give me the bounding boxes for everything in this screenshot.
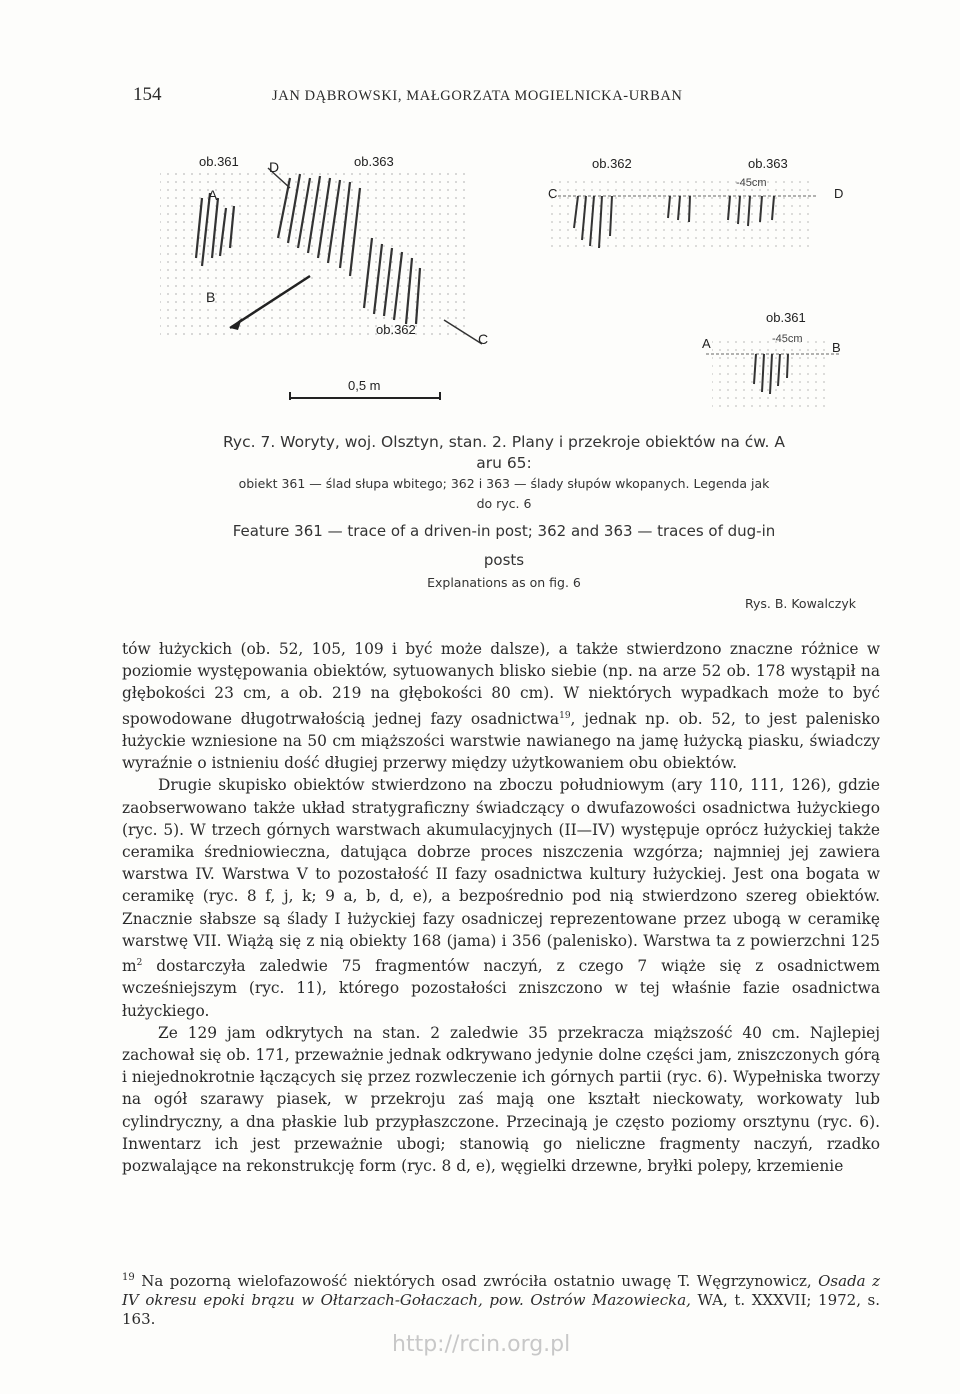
- paragraph-1: [122, 638, 880, 774]
- running-head: JAN DĄBROWSKI, MAŁGORZATA MOGIELNICKA-URBAN: [272, 88, 683, 104]
- figure-caption: [152, 432, 856, 615]
- paragraph-2: [122, 774, 880, 1021]
- plan-label-ob362: ob.362: [376, 322, 416, 337]
- footnote-mark: 19: [122, 1272, 135, 1283]
- section-label-c: C: [548, 186, 558, 201]
- footnote-text-b: WA, t. XXXVII; 1972, s. 163.: [122, 1291, 880, 1328]
- footnote-text-a: Na pozorną wielofazowość niektórych osad zwróciła ostatnio uwagę T. Węgrzynowicz,: [134, 1272, 819, 1290]
- paragraph-1-end: , jednak np. ob. 52, to jest palenisko łużyckie wzniesione na 50 cm miąższości warstwie nawianego na jamę łużycką piasku, świadczy wyraźnie o istnieniu dość długiej przerwy między użytkowaniem obu obiektów.: [122, 709, 880, 773]
- section-label-b: B: [832, 340, 841, 355]
- paragraph-2-end: dostarczyła zaledwie 75 fragmentów naczyń, z czego 7 wiąże się z osadnictwem wcześniejszym (ryc. 11), którego pozostałości zniszczono w tej właśnie fazie osadnictwa łużyckiego.: [122, 957, 880, 1020]
- footnote-title: Osada z IV okresu epoki brązu w Ołtarzach-Gołaczach, pow. Ostrów Mazowiecka,: [122, 1272, 880, 1309]
- caption-line-2: aru 65:: [476, 454, 532, 472]
- figure-credit: Rys. B. Kowalczyk: [744, 596, 856, 611]
- plan-label-ob361: ob.361: [199, 154, 239, 169]
- paragraph-2-text: Drugie skupisko obiektów stwierdzono na zboczu południowym (ary 110, 111, 126), gdzie zaobserwowano także układ stratygraficzny świadczący o dwufazowości osadnictwa łużyckiego (ryc. 5). W trzech górnych warstwach akumulacyjnych (II—IV) występuje oprócz łużyckiej także ceramika średniowieczna, datująca dobrze proces niszczenia wzgórza; najmniej jej zawiera warstwa IV. Warstwa V to pozostałość II fazy osadnictwa kultury łużyckiej. Jest ona bogata w ceramikę (ryc. 8 f, j, k; 9 a, b, d, e), a bezpośrednio pod nią stwierdzono szereg obiektów. Znacznie słabsze są ślady I łużyckiej fazy osadniczej reprezentowane przez ubogą w ceramikę warstwę VII. Wiążą się z nią obiekty 168 (jama) i 356 (palenisko). Warstwa ta z powierzchni 125 m: [122, 776, 880, 976]
- plan-label-ob363: ob.363: [354, 154, 394, 169]
- paragraph-1-text: tów łużyckich (ob. 52, 105, 109 i być może dalsze), a także stwierdzono znaczne różnice w poziomie występowania obiektów, sytuowanych blisko siebie (np. na arze 52 ob. 178 wystąpił na głębokości 23 cm, a ob. 219 na głębokości 80 cm). W niektórych wypadkach może to być spowodowane długotrwałością jednej fazy osadnictwa: [122, 640, 880, 728]
- plan-label-c: C: [478, 331, 489, 347]
- section-drawing: [548, 156, 843, 410]
- section-depth-363: -45cm: [736, 177, 767, 189]
- scale-label: 0,5 m: [348, 378, 381, 393]
- figure-plans-sections: [150, 148, 850, 420]
- body-text: [122, 638, 880, 1177]
- caption-line-3: obiekt 361 — ślad słupa wbitego; 362 i 363 — ślady słupów wkopanych. Legenda jak: [238, 476, 770, 491]
- caption-line-6: posts: [483, 551, 525, 569]
- section-label-d: D: [834, 186, 844, 201]
- plan-label-d: D: [269, 159, 280, 175]
- section-label-a: A: [702, 336, 711, 351]
- caption-line-5: Feature 361 — trace of a driven-in post; 362 and 363 — traces of dug-in: [232, 522, 776, 540]
- caption-line-4: do ryc. 6: [476, 496, 532, 511]
- section-depth-361: -45cm: [772, 333, 803, 345]
- plan-label-a: A: [208, 187, 218, 203]
- plan-drawing: [160, 154, 488, 400]
- caption-line-7: Explanations as on fig. 6: [427, 575, 581, 590]
- watermark: http://rcin.org.pl: [392, 1332, 571, 1357]
- caption-line-1: Ryc. 7. Woryty, woj. Olsztyn, stan. 2. Plany i przekroje obiektów na ćw. A: [223, 433, 785, 451]
- page-number: 154: [133, 84, 162, 105]
- footnote-ref: 19: [559, 710, 571, 721]
- section-label-ob362: ob.362: [592, 156, 632, 171]
- section-label-ob361: ob.361: [766, 310, 806, 325]
- paragraph-3: Ze 129 jam odkrytych na stan. 2 zaledwie 35 przekracza miąższość 40 cm. Najlepiej zachował się ob. 171, przeważnie jednak odkrywano jedynie dolne części jam, zniszczonych górą i niejednokrotnie łączących się przez rozwleczenie ich górnych partii (ryc. 6). Wypełniska tworzy na ogół szarawy piasek, w przekroju zaś mają one kształt nieckowaty, workowaty lub cylindryczny, a dna płaskie lub przypłaszczone. Przecinają je często poziomy orsztynu (ryc. 6). Inwentarz ich jest przeważnie ubogi; stanowią go nieliczne fragmenty naczyń, rzadko pozwalające na rekonstrukcję form (ryc. 8 d, e), węgielki drzewne, bryłki polepy, krzemienie: [122, 1023, 880, 1175]
- footnote: [122, 1268, 880, 1329]
- footnote-text: [122, 1268, 880, 1329]
- section-label-ob363: ob.363: [748, 156, 788, 171]
- plan-label-b: B: [206, 289, 216, 305]
- superscript-2: 2: [136, 957, 143, 968]
